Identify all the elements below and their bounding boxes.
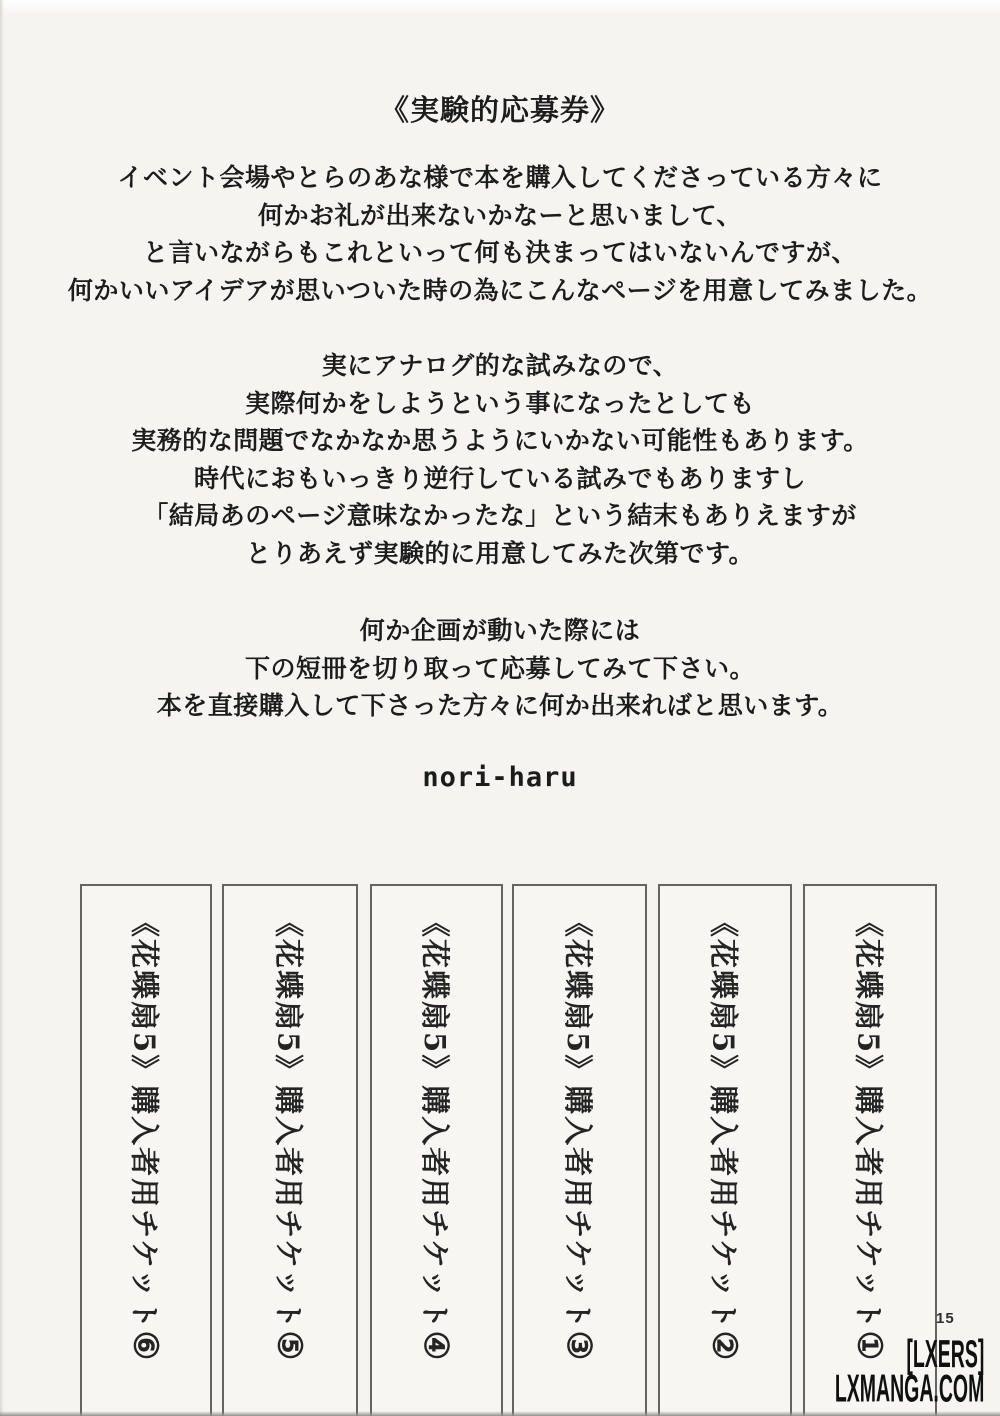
- author-signature: nori-haru: [422, 762, 578, 793]
- text-line: 何か企画が動いた際には: [359, 617, 641, 645]
- text-line: とりあえず実験的に用意してみた次第です。: [245, 539, 754, 568]
- paragraph-instruction: [0, 613, 1000, 726]
- ticket-label: [705, 908, 746, 1416]
- ticket-label-text: 《花蝶扇5》購入者用チケット: [561, 908, 595, 1331]
- text-line: 何かいいアイデアが思いついた時の為にこんなページを用意してみました。: [67, 276, 933, 305]
- text-line: イベント会場やとらのあな様で本を購入してくださっている方々に: [117, 164, 883, 192]
- ticket-label: [416, 908, 457, 1416]
- paragraph-caveat: [0, 348, 1000, 573]
- watermark-line-1: [LXERS]: [906, 1331, 984, 1376]
- watermark-line-2: LXMANGA.COM: [834, 1365, 984, 1411]
- text-line: 「結局あのページ意味なかったな」という結末もありえますが: [143, 502, 857, 530]
- text-line: 実際何かをしようという事になったとしても: [244, 389, 755, 418]
- ticket-number: ⑤: [270, 1330, 310, 1361]
- ticket-number: ②: [705, 1330, 745, 1361]
- page-title: 《実験的応募券》: [379, 95, 620, 127]
- ticket-label-text: 《花蝶扇5》購入者用チケット: [706, 908, 741, 1331]
- ticket-number: ①: [850, 1330, 890, 1361]
- ticket-label: [126, 908, 167, 1416]
- text-line: と言いながらもこれといって何も決まってはいないんですが、: [142, 239, 857, 267]
- ticket-number: ③: [560, 1330, 599, 1361]
- ticket-label-text: 《花蝶扇5》購入者用チケット: [271, 908, 306, 1331]
- ticket-label: [559, 908, 600, 1416]
- text-line: 下の短冊を切り取って応募してみて下さい。: [244, 654, 755, 683]
- ticket-strip-3: [512, 884, 647, 1416]
- site-watermark: [834, 1331, 984, 1411]
- text-line: 時代におもいっきり逆行している試みでもありますし: [193, 464, 806, 493]
- ticket-number: ④: [417, 1330, 456, 1361]
- ticket-strip-4: [370, 884, 503, 1416]
- ticket-strip-5: [222, 884, 358, 1416]
- paragraph-intro: [0, 160, 1000, 310]
- text-line: 実にアナログ的な試みなので、: [321, 352, 679, 380]
- ticket-label-text: 《花蝶扇5》購入者用チケット: [851, 908, 886, 1331]
- ticket-strip-6: [80, 884, 212, 1416]
- text-line: 実務的な問題でなかなか思うようにいかない可能性もあります。: [131, 427, 869, 455]
- ticket-number: ⑥: [126, 1330, 166, 1361]
- ticket-strip-2: [658, 884, 792, 1416]
- page-number: 15: [936, 1310, 955, 1327]
- text-line: 本を直接購入して下さった方々に何か出来ればと思います。: [156, 692, 844, 720]
- text-line: 何かお礼が出来ないかなーと思いまして、: [257, 201, 742, 230]
- scan-edge-top: [0, 0, 1000, 16]
- ticket-label-text: 《花蝶扇5》購入者用チケット: [418, 908, 452, 1331]
- ticket-label: [270, 908, 311, 1416]
- ticket-label-text: 《花蝶扇5》購入者用チケット: [127, 908, 162, 1331]
